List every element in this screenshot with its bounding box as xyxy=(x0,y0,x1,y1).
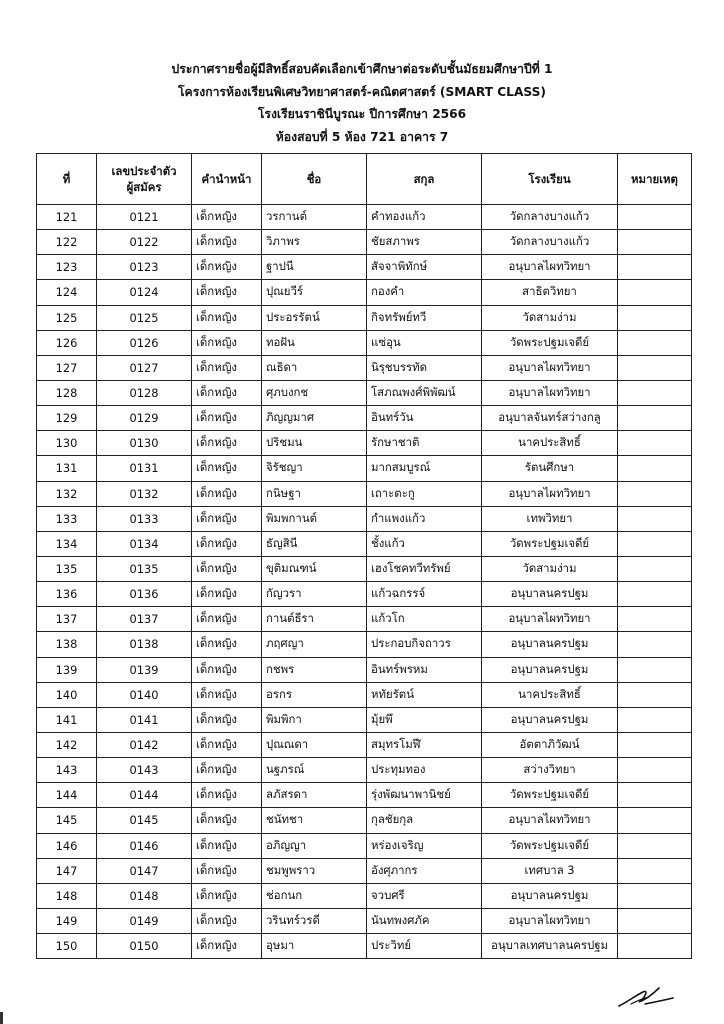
cell-prefix: เด็กหญิง xyxy=(192,205,262,230)
cell-applicant-id: 0126 xyxy=(97,330,192,355)
cell-first-name: นฐภรณ์ xyxy=(262,758,367,783)
cell-no: 129 xyxy=(37,406,97,431)
cell-last-name: ชั้งแก้ว xyxy=(367,531,482,556)
cell-no: 128 xyxy=(37,380,97,405)
cell-school: อนุบาลไผทวิทยา xyxy=(482,808,618,833)
cell-note xyxy=(618,506,692,531)
cell-applicant-id: 0149 xyxy=(97,908,192,933)
cell-prefix: เด็กหญิง xyxy=(192,406,262,431)
table-row xyxy=(37,481,692,506)
cell-applicant-id: 0146 xyxy=(97,833,192,858)
cell-school: อนุบาลนครปฐม xyxy=(482,582,618,607)
cell-last-name: กำแพงแก้ว xyxy=(367,506,482,531)
cell-school: เทพวิทยา xyxy=(482,506,618,531)
cell-no: 146 xyxy=(37,833,97,858)
cell-note xyxy=(618,205,692,230)
cell-applicant-id: 0130 xyxy=(97,431,192,456)
cell-no: 137 xyxy=(37,607,97,632)
cell-no: 125 xyxy=(37,305,97,330)
cell-prefix: เด็กหญิง xyxy=(192,783,262,808)
cell-last-name: ประทุมทอง xyxy=(367,758,482,783)
cell-no: 140 xyxy=(37,682,97,707)
table-row xyxy=(37,758,692,783)
cell-last-name: สมุทรโมฬี xyxy=(367,732,482,757)
cell-prefix: เด็กหญิง xyxy=(192,355,262,380)
cell-first-name: ประอรรัตน์ xyxy=(262,305,367,330)
cell-school: อนุบาลนครปฐม xyxy=(482,707,618,732)
cell-note xyxy=(618,230,692,255)
cell-school: อนุบาลนครปฐม xyxy=(482,883,618,908)
cell-first-name: อรกร xyxy=(262,682,367,707)
cell-prefix: เด็กหญิง xyxy=(192,380,262,405)
cell-note xyxy=(618,431,692,456)
table-row xyxy=(37,355,692,380)
cell-school: อนุบาลนครปฐม xyxy=(482,632,618,657)
cell-no: 143 xyxy=(37,758,97,783)
cell-note xyxy=(618,758,692,783)
cell-applicant-id: 0138 xyxy=(97,632,192,657)
cell-prefix: เด็กหญิง xyxy=(192,280,262,305)
cell-school: อนุบาลไผทวิทยา xyxy=(482,255,618,280)
cell-first-name: กนิษฐา xyxy=(262,481,367,506)
cell-school: อนุบาลไผทวิทยา xyxy=(482,380,618,405)
cell-prefix: เด็กหญิง xyxy=(192,456,262,481)
table-row xyxy=(37,682,692,707)
table-row xyxy=(37,456,692,481)
cell-note xyxy=(618,732,692,757)
cell-applicant-id: 0133 xyxy=(97,506,192,531)
cell-school: วัดกลางบางแก้ว xyxy=(482,230,618,255)
cell-first-name: ช่อกนก xyxy=(262,883,367,908)
cell-no: 134 xyxy=(37,531,97,556)
header-applicant-id-line2: ผู้สมัคร xyxy=(126,180,162,194)
cell-note xyxy=(618,783,692,808)
cell-first-name: ปุณยวีร์ xyxy=(262,280,367,305)
cell-last-name: อินทร์พรหม xyxy=(367,657,482,682)
cell-prefix: เด็กหญิง xyxy=(192,607,262,632)
cell-applicant-id: 0136 xyxy=(97,582,192,607)
program-title: โครงการห้องเรียนพิเศษวิทยาศาสตร์-คณิตศาสตร์ (SMART CLASS) xyxy=(178,84,546,99)
cell-last-name: แก้วโก xyxy=(367,607,482,632)
cell-applicant-id: 0142 xyxy=(97,732,192,757)
cell-last-name: กิจทรัพย์ทวี xyxy=(367,305,482,330)
cell-last-name: แก้วฉกรรจ์ xyxy=(367,582,482,607)
cell-applicant-id: 0141 xyxy=(97,707,192,732)
cell-note xyxy=(618,657,692,682)
cell-no: 136 xyxy=(37,582,97,607)
table-row xyxy=(37,607,692,632)
cell-prefix: เด็กหญิง xyxy=(192,732,262,757)
cell-note xyxy=(618,607,692,632)
cell-first-name: ชนัทชา xyxy=(262,808,367,833)
cell-first-name: พิมพกานต์ xyxy=(262,506,367,531)
cell-prefix: เด็กหญิง xyxy=(192,255,262,280)
cell-last-name: อังศุภากร xyxy=(367,858,482,883)
cell-school: อัตตาภิวัฒน์ xyxy=(482,732,618,757)
cell-applicant-id: 0144 xyxy=(97,783,192,808)
cell-no: 126 xyxy=(37,330,97,355)
cell-last-name: จวบศรี xyxy=(367,883,482,908)
cell-prefix: เด็กหญิง xyxy=(192,908,262,933)
table-row xyxy=(37,506,692,531)
cell-school: สาธิตวิทยา xyxy=(482,280,618,305)
cell-school: นาคประสิทธิ์ xyxy=(482,682,618,707)
cell-prefix: เด็กหญิง xyxy=(192,657,262,682)
cell-applicant-id: 0124 xyxy=(97,280,192,305)
cell-applicant-id: 0147 xyxy=(97,858,192,883)
table-row xyxy=(37,732,692,757)
cell-first-name: กชพร xyxy=(262,657,367,682)
cell-no: 148 xyxy=(37,883,97,908)
cell-applicant-id: 0140 xyxy=(97,682,192,707)
cell-note xyxy=(618,380,692,405)
cell-school: อนุบาลไผทวิทยา xyxy=(482,355,618,380)
cell-school: อนุบาลนครปฐม xyxy=(482,657,618,682)
cell-prefix: เด็กหญิง xyxy=(192,632,262,657)
cell-school: รัตนศึกษา xyxy=(482,456,618,481)
header-prefix: คำนำหน้า xyxy=(192,154,262,205)
cell-no: 131 xyxy=(37,456,97,481)
cell-school: อนุบาลไผทวิทยา xyxy=(482,607,618,632)
table-row xyxy=(37,431,692,456)
cell-last-name: คำทองแก้ว xyxy=(367,205,482,230)
cell-prefix: เด็กหญิง xyxy=(192,858,262,883)
cell-applicant-id: 0148 xyxy=(97,883,192,908)
header-first-name: ชื่อ xyxy=(262,154,367,205)
cell-prefix: เด็กหญิง xyxy=(192,506,262,531)
table-row xyxy=(37,883,692,908)
cell-school: วัดพระปฐมเจดีย์ xyxy=(482,783,618,808)
cell-no: 123 xyxy=(37,255,97,280)
cell-first-name: ศุภบงกช xyxy=(262,380,367,405)
header-applicant-id-line1: เลขประจำตัว xyxy=(111,164,177,178)
table-row xyxy=(37,833,692,858)
cell-note xyxy=(618,305,692,330)
cell-last-name: เฮงโชคทวีทรัพย์ xyxy=(367,556,482,581)
cell-applicant-id: 0132 xyxy=(97,481,192,506)
cell-school: สว่างวิทยา xyxy=(482,758,618,783)
candidate-table xyxy=(36,153,692,959)
cell-school: อนุบาลเทศบาลนครปฐม xyxy=(482,934,618,959)
document-header xyxy=(0,58,724,148)
cell-note xyxy=(618,682,692,707)
cell-no: 133 xyxy=(37,506,97,531)
cell-applicant-id: 0150 xyxy=(97,934,192,959)
table-body xyxy=(37,205,692,959)
cell-applicant-id: 0127 xyxy=(97,355,192,380)
cell-note xyxy=(618,481,692,506)
cell-note xyxy=(618,531,692,556)
cell-first-name: ทอฝัน xyxy=(262,330,367,355)
table-row xyxy=(37,934,692,959)
cell-prefix: เด็กหญิง xyxy=(192,934,262,959)
table-row xyxy=(37,707,692,732)
cell-applicant-id: 0122 xyxy=(97,230,192,255)
cell-no: 122 xyxy=(37,230,97,255)
cell-school: วัดกลางบางแก้ว xyxy=(482,205,618,230)
exam-room-title: ห้องสอบที่ 5 ห้อง 721 อาคาร 7 xyxy=(275,129,449,144)
cell-no: 130 xyxy=(37,431,97,456)
cell-note xyxy=(618,833,692,858)
cell-school: วัดสามง่าม xyxy=(482,305,618,330)
cell-last-name: นิรุชบรรทัด xyxy=(367,355,482,380)
scan-edge-mark xyxy=(0,1012,3,1024)
table-row xyxy=(37,657,692,682)
cell-applicant-id: 0129 xyxy=(97,406,192,431)
cell-no: 138 xyxy=(37,632,97,657)
cell-prefix: เด็กหญิง xyxy=(192,707,262,732)
cell-no: 121 xyxy=(37,205,97,230)
cell-note xyxy=(618,632,692,657)
cell-no: 127 xyxy=(37,355,97,380)
table-row xyxy=(37,808,692,833)
cell-no: 150 xyxy=(37,934,97,959)
cell-prefix: เด็กหญิง xyxy=(192,556,262,581)
cell-first-name: วรินทร์วรดี xyxy=(262,908,367,933)
table-row xyxy=(37,205,692,230)
cell-first-name: พิมพิกา xyxy=(262,707,367,732)
cell-last-name: แซ่อุน xyxy=(367,330,482,355)
cell-no: 141 xyxy=(37,707,97,732)
cell-prefix: เด็กหญิง xyxy=(192,481,262,506)
cell-school: นาคประสิทธิ์ xyxy=(482,431,618,456)
table-header-row xyxy=(37,154,692,205)
cell-no: 145 xyxy=(37,808,97,833)
header-no: ที่ xyxy=(37,154,97,205)
cell-applicant-id: 0145 xyxy=(97,808,192,833)
table-row xyxy=(37,783,692,808)
cell-first-name: กานต์ธีรา xyxy=(262,607,367,632)
cell-first-name: ภฤศญา xyxy=(262,632,367,657)
cell-prefix: เด็กหญิง xyxy=(192,682,262,707)
cell-first-name: อภิญญา xyxy=(262,833,367,858)
cell-school: วัดพระปฐมเจดีย์ xyxy=(482,833,618,858)
header-school: โรงเรียน xyxy=(482,154,618,205)
cell-last-name: นันทพงศภัค xyxy=(367,908,482,933)
table-row xyxy=(37,305,692,330)
cell-first-name: จิรัชญา xyxy=(262,456,367,481)
table-row xyxy=(37,280,692,305)
cell-note xyxy=(618,280,692,305)
cell-last-name: มากสมบูรณ์ xyxy=(367,456,482,481)
header-last-name: สกุล xyxy=(367,154,482,205)
cell-applicant-id: 0143 xyxy=(97,758,192,783)
cell-note xyxy=(618,934,692,959)
cell-school: อนุบาลไผทวิทยา xyxy=(482,908,618,933)
cell-note xyxy=(618,707,692,732)
table-row xyxy=(37,556,692,581)
cell-first-name: ฐาปนี xyxy=(262,255,367,280)
cell-prefix: เด็กหญิง xyxy=(192,883,262,908)
cell-last-name: อินทร์วัน xyxy=(367,406,482,431)
cell-note xyxy=(618,255,692,280)
cell-first-name: ปุณณดา xyxy=(262,732,367,757)
cell-note xyxy=(618,355,692,380)
cell-note xyxy=(618,883,692,908)
cell-applicant-id: 0137 xyxy=(97,607,192,632)
cell-last-name: หทัยรัตน์ xyxy=(367,682,482,707)
cell-prefix: เด็กหญิง xyxy=(192,582,262,607)
cell-school: เทศบาล 3 xyxy=(482,858,618,883)
cell-first-name: ลภัสรดา xyxy=(262,783,367,808)
cell-first-name: วรกานต์ xyxy=(262,205,367,230)
cell-first-name: ชมพูพราว xyxy=(262,858,367,883)
cell-prefix: เด็กหญิง xyxy=(192,230,262,255)
cell-no: 147 xyxy=(37,858,97,883)
cell-note xyxy=(618,330,692,355)
table-row xyxy=(37,330,692,355)
cell-first-name: อุษมา xyxy=(262,934,367,959)
cell-no: 149 xyxy=(37,908,97,933)
cell-prefix: เด็กหญิง xyxy=(192,808,262,833)
school-year-title: โรงเรียนราชินีบูรณะ ปีการศึกษา 2566 xyxy=(257,107,467,121)
signature-icon xyxy=(615,982,675,1012)
cell-last-name: สัจจาพิทักษ์ xyxy=(367,255,482,280)
cell-last-name: รุ่งพัฒนาพานิชย์ xyxy=(367,783,482,808)
cell-last-name: รักษาชาติ xyxy=(367,431,482,456)
cell-no: 139 xyxy=(37,657,97,682)
table-row xyxy=(37,380,692,405)
cell-last-name: กองคำ xyxy=(367,280,482,305)
cell-note xyxy=(618,858,692,883)
cell-applicant-id: 0123 xyxy=(97,255,192,280)
cell-last-name: ชัยสภาพร xyxy=(367,230,482,255)
cell-first-name: วิภาพร xyxy=(262,230,367,255)
cell-prefix: เด็กหญิง xyxy=(192,833,262,858)
cell-applicant-id: 0125 xyxy=(97,305,192,330)
table-row xyxy=(37,230,692,255)
cell-no: 144 xyxy=(37,783,97,808)
cell-first-name: ปริชมน xyxy=(262,431,367,456)
cell-note xyxy=(618,908,692,933)
cell-last-name: ประกอบกิจถาวร xyxy=(367,632,482,657)
header-applicant-id xyxy=(97,154,192,205)
cell-no: 135 xyxy=(37,556,97,581)
cell-applicant-id: 0121 xyxy=(97,205,192,230)
cell-last-name: โสภณพงศ์พิพัฒน์ xyxy=(367,380,482,405)
cell-last-name: มุ้ยพึ xyxy=(367,707,482,732)
cell-applicant-id: 0139 xyxy=(97,657,192,682)
cell-last-name: กุลชัยกุล xyxy=(367,808,482,833)
table-row xyxy=(37,406,692,431)
cell-prefix: เด็กหญิง xyxy=(192,305,262,330)
table-row xyxy=(37,255,692,280)
table-row xyxy=(37,858,692,883)
cell-first-name: ธัญสินี xyxy=(262,531,367,556)
header-note: หมายเหตุ xyxy=(618,154,692,205)
cell-note xyxy=(618,406,692,431)
cell-note xyxy=(618,556,692,581)
cell-school: วัดพระปฐมเจดีย์ xyxy=(482,531,618,556)
table-row xyxy=(37,531,692,556)
cell-first-name: ณธิดา xyxy=(262,355,367,380)
cell-school: วัดพระปฐมเจดีย์ xyxy=(482,330,618,355)
cell-prefix: เด็กหญิง xyxy=(192,758,262,783)
cell-note xyxy=(618,808,692,833)
cell-first-name: ขุติมณฑน์ xyxy=(262,556,367,581)
cell-applicant-id: 0131 xyxy=(97,456,192,481)
cell-last-name: ประวิทย์ xyxy=(367,934,482,959)
cell-note xyxy=(618,456,692,481)
table-row xyxy=(37,908,692,933)
cell-applicant-id: 0135 xyxy=(97,556,192,581)
cell-school: วัดสามง่าม xyxy=(482,556,618,581)
cell-first-name: กัญวรา xyxy=(262,582,367,607)
cell-note xyxy=(618,582,692,607)
cell-first-name: ภิญญมาศ xyxy=(262,406,367,431)
table-row xyxy=(37,632,692,657)
cell-prefix: เด็กหญิง xyxy=(192,531,262,556)
cell-prefix: เด็กหญิง xyxy=(192,330,262,355)
cell-applicant-id: 0134 xyxy=(97,531,192,556)
cell-last-name: หร่องเจริญ xyxy=(367,833,482,858)
announcement-title: ประกาศรายชื่อผู้มีสิทธิ์สอบคัดเลือกเข้าศึกษาต่อระดับชั้นมัธยมศึกษาปีที่ 1 xyxy=(171,62,553,76)
cell-prefix: เด็กหญิง xyxy=(192,431,262,456)
cell-no: 124 xyxy=(37,280,97,305)
cell-school: อนุบาลจันทร์สว่างกลู xyxy=(482,406,618,431)
cell-no: 132 xyxy=(37,481,97,506)
table-row xyxy=(37,582,692,607)
cell-applicant-id: 0128 xyxy=(97,380,192,405)
cell-school: อนุบาลไผทวิทยา xyxy=(482,481,618,506)
cell-no: 142 xyxy=(37,732,97,757)
cell-last-name: เถาะตะกู xyxy=(367,481,482,506)
